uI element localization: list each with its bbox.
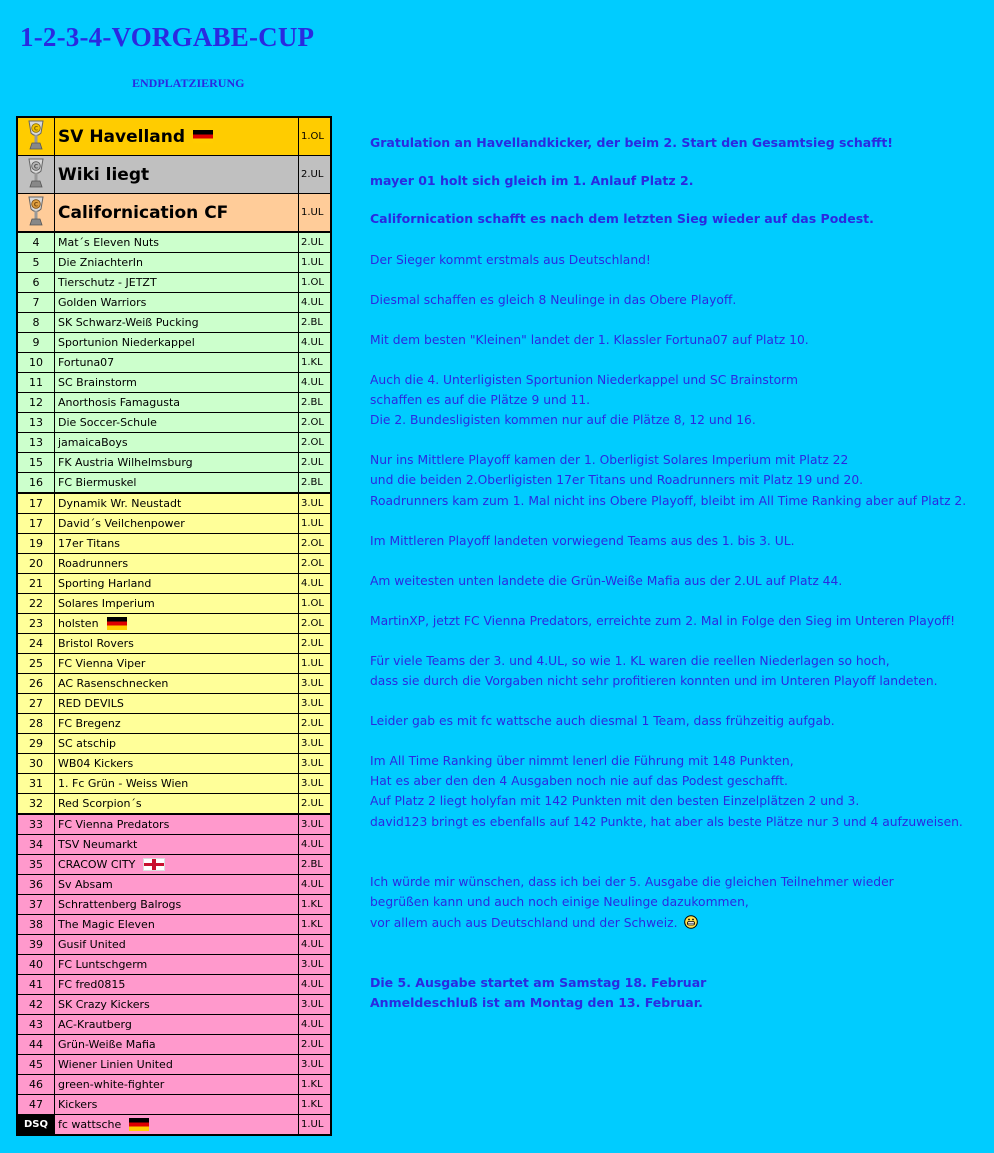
rank-cell: 34: [17, 835, 55, 855]
league-cell: 1.KL: [299, 1075, 332, 1095]
table-row: [17, 232, 331, 253]
table-row: [17, 835, 331, 855]
rank-cell: 47: [17, 1095, 55, 1115]
team-name-text: WB04 Kickers: [58, 757, 134, 770]
standings-table: [16, 116, 332, 1136]
announcement-line: Die 5. Ausgabe startet am Samstag 18. Februar: [370, 975, 707, 990]
team-name: [55, 674, 299, 694]
league-cell: 2.OL: [299, 433, 332, 453]
commentary-line-with-smiley: [370, 915, 698, 932]
league-cell: 3.UL: [299, 694, 332, 714]
team-name-text: Sportunion Niederkappel: [58, 336, 195, 349]
team-name-text: Kickers: [58, 1098, 98, 1111]
team-name: [55, 232, 299, 253]
table-row: [17, 754, 331, 774]
podium-row: [17, 156, 331, 194]
england-flag-icon: [143, 858, 165, 871]
team-name: [55, 1095, 299, 1115]
team-name: [55, 1055, 299, 1075]
team-name-text: FK Austria Wilhelmsburg: [58, 456, 193, 469]
rank-cell: 13: [17, 413, 55, 433]
table-row: [17, 594, 331, 614]
silver-trophy-icon: [26, 157, 46, 192]
table-row: [17, 614, 331, 634]
table-row: [17, 453, 331, 473]
team-name-text: Die Soccer-Schule: [58, 416, 157, 429]
podium-trophy-cell: [17, 117, 55, 156]
league-cell: 1.KL: [299, 895, 332, 915]
table-row: [17, 393, 331, 413]
league-cell: 3.UL: [299, 754, 332, 774]
team-name: [55, 413, 299, 433]
table-row: [17, 814, 331, 835]
table-row: [17, 995, 331, 1015]
team-name-text: holsten: [58, 616, 99, 630]
team-name-text: David´s Veilchenpower: [58, 517, 185, 530]
team-name-text: CRACOW CITY: [58, 857, 136, 871]
rank-cell: 24: [17, 634, 55, 654]
team-name: [55, 935, 299, 955]
rank-cell: 27: [17, 694, 55, 714]
team-name-text: SK Crazy Kickers: [58, 998, 150, 1011]
commentary-line: Mit dem besten "Kleinen" landet der 1. Klassler Fortuna07 auf Platz 10.: [370, 333, 809, 347]
team-name: [55, 333, 299, 353]
table-row: [17, 534, 331, 554]
league-cell: 2.BL: [299, 855, 332, 875]
league-cell: 4.UL: [299, 835, 332, 855]
team-name-text: FC Vienna Viper: [58, 657, 146, 670]
svg-text:C: C: [33, 125, 39, 133]
league-cell: 2.OL: [299, 554, 332, 574]
league-cell: 4.UL: [299, 1015, 332, 1035]
league-cell: 4.UL: [299, 373, 332, 393]
team-name-text: Bristol Rovers: [58, 637, 134, 650]
team-name: [55, 754, 299, 774]
table-row: [17, 734, 331, 754]
league-cell: 1.OL: [299, 117, 332, 156]
table-row: [17, 353, 331, 373]
team-name: [55, 875, 299, 895]
team-name-text: Wiener Linien United: [58, 1058, 173, 1071]
table-row: [17, 1015, 331, 1035]
table-row: [17, 935, 331, 955]
rank-cell: 13: [17, 433, 55, 453]
rank-cell: 9: [17, 333, 55, 353]
table-row: [17, 634, 331, 654]
team-name: [55, 117, 299, 156]
team-name-text: Tierschutz - JETZT: [58, 276, 157, 289]
team-name: [55, 353, 299, 373]
commentary-line: Der Sieger kommt erstmals aus Deutschland!: [370, 253, 651, 267]
team-name: [55, 313, 299, 333]
page-subtitle: ENDPLATZIERUNG: [132, 76, 245, 90]
team-name-text: Wiki liegt: [58, 164, 150, 185]
rank-cell: 25: [17, 654, 55, 674]
team-name: [55, 194, 299, 233]
team-name-text: Red Scorpion´s: [58, 797, 142, 810]
team-name: [55, 794, 299, 815]
team-name-text: green-white-fighter: [58, 1078, 165, 1091]
commentary-line: Roadrunners kam zum 1. Mal nicht ins Obere Playoff, bleibt im All Time Ranking aber auf Platz 2.: [370, 494, 967, 508]
commentary-bold-line: Californication schafft es nach dem letzten Sieg wieder auf das Podest.: [370, 211, 874, 226]
league-cell: 1.OL: [299, 594, 332, 614]
table-row: [17, 774, 331, 794]
gold-trophy-icon: [26, 119, 46, 154]
rank-cell: 28: [17, 714, 55, 734]
commentary-line: Auf Platz 2 liegt holyfan mit 142 Punkten mit den besten Einzelplätzen 2 und 3.: [370, 794, 860, 808]
commentary-line: Hat es aber den den 4 Ausgaben noch nie auf das Podest geschafft.: [370, 774, 788, 788]
team-name: [55, 1115, 299, 1136]
league-cell: 4.UL: [299, 875, 332, 895]
team-name-text: TSV Neumarkt: [58, 838, 138, 851]
commentary-line: begrüßen kann und auch noch einige Neulinge dazukommen,: [370, 895, 749, 909]
rank-cell: 44: [17, 1035, 55, 1055]
team-name: [55, 734, 299, 754]
table-row: [17, 433, 331, 453]
team-name-text: Anorthosis Famagusta: [58, 396, 181, 409]
league-cell: 2.OL: [299, 614, 332, 634]
league-cell: 1.KL: [299, 353, 332, 373]
league-cell: 1.UL: [299, 1115, 332, 1136]
league-cell: 1.UL: [299, 253, 332, 273]
team-name-text: FC Vienna Predators: [58, 818, 170, 831]
team-name: [55, 534, 299, 554]
league-cell: 2.BL: [299, 473, 332, 494]
table-row: [17, 273, 331, 293]
commentary-line: und die beiden 2.Oberligisten 17er Titans und Roadrunners mit Platz 19 und 20.: [370, 473, 864, 487]
team-name: [55, 373, 299, 393]
team-name-text: SK Schwarz-Weiß Pucking: [58, 316, 199, 329]
table-row: [17, 714, 331, 734]
team-name: [55, 473, 299, 494]
rank-cell: 42: [17, 995, 55, 1015]
league-cell: 4.UL: [299, 333, 332, 353]
table-row: [17, 473, 331, 494]
rank-cell: 31: [17, 774, 55, 794]
commentary-line: david123 bringt es ebenfalls auf 142 Punkte, hat aber als beste Plätze nur 3 und 4 aufzuweisen.: [370, 815, 963, 829]
table-row: [17, 975, 331, 995]
team-name: [55, 835, 299, 855]
table-row: [17, 373, 331, 393]
table-row: [17, 253, 331, 273]
team-name-text: SC atschip: [58, 737, 117, 750]
league-cell: 1.KL: [299, 1095, 332, 1115]
team-name-text: Mat´s Eleven Nuts: [58, 236, 160, 249]
table-row: [17, 493, 331, 514]
podium-trophy-cell: [17, 156, 55, 194]
team-name: [55, 1075, 299, 1095]
league-cell: 2.BL: [299, 393, 332, 413]
table-row: [17, 333, 331, 353]
table-row: [17, 514, 331, 534]
league-cell: 2.UL: [299, 232, 332, 253]
commentary-line: Im Mittleren Playoff landeten vorwiegend Teams aus des 1. bis 3. UL.: [370, 534, 795, 548]
team-name: [55, 634, 299, 654]
rank-cell: 10: [17, 353, 55, 373]
table-row: [17, 955, 331, 975]
team-name-text: FC Biermuskel: [58, 476, 137, 489]
rank-cell: 30: [17, 754, 55, 774]
rank-cell: 5: [17, 253, 55, 273]
podium-row: [17, 194, 331, 233]
team-name-text: jamaicaBoys: [58, 436, 128, 449]
table-row: [17, 875, 331, 895]
league-cell: 2.UL: [299, 453, 332, 473]
team-name-text: Gusif United: [58, 938, 126, 951]
commentary-line: Leider gab es mit fc wattsche auch diesmal 1 Team, dass frühzeitig aufgab.: [370, 714, 835, 728]
table-row: [17, 654, 331, 674]
commentary-bold-line: Gratulation an Havellandkicker, der beim 2. Start den Gesamtsieg schafft!: [370, 135, 894, 150]
rank-cell: 12: [17, 393, 55, 413]
rank-cell: 40: [17, 955, 55, 975]
league-cell: 3.UL: [299, 995, 332, 1015]
rank-cell: 6: [17, 273, 55, 293]
team-name: [55, 514, 299, 534]
league-cell: 3.UL: [299, 674, 332, 694]
league-cell: 4.UL: [299, 935, 332, 955]
league-cell: 2.UL: [299, 156, 332, 194]
team-name: [55, 393, 299, 413]
league-cell: 2.UL: [299, 1035, 332, 1055]
bronze-trophy-icon: [26, 195, 46, 230]
team-name: [55, 955, 299, 975]
league-cell: 1.OL: [299, 273, 332, 293]
team-name: [55, 1035, 299, 1055]
rank-cell: 26: [17, 674, 55, 694]
rank-cell: 4: [17, 232, 55, 253]
league-cell: 3.UL: [299, 774, 332, 794]
league-cell: 2.OL: [299, 413, 332, 433]
commentary-line: Auch die 4. Unterligisten Sportunion Niederkappel und SC Brainstorm: [370, 373, 798, 387]
team-name-text: SV Havelland: [58, 126, 186, 147]
team-name: [55, 694, 299, 714]
team-name-text: Californication CF: [58, 202, 229, 223]
rank-cell: 37: [17, 895, 55, 915]
league-cell: 4.UL: [299, 574, 332, 594]
table-row: [17, 1055, 331, 1075]
table-row: [17, 413, 331, 433]
team-name-text: Sv Absam: [58, 878, 113, 891]
rank-cell: 32: [17, 794, 55, 815]
table-row: [17, 915, 331, 935]
team-name: [55, 554, 299, 574]
commentary-line: dass sie durch die Vorgaben nicht sehr profitieren konnten und im Unteren Playoff landeten.: [370, 674, 938, 688]
table-row: [17, 313, 331, 333]
team-name: [55, 654, 299, 674]
team-name-text: Sporting Harland: [58, 577, 152, 590]
rank-cell: 16: [17, 473, 55, 494]
team-name: [55, 995, 299, 1015]
rank-cell: 23: [17, 614, 55, 634]
commentary-line: Am weitesten unten landete die Grün-Weiße Mafia aus der 2.UL auf Platz 44.: [370, 574, 843, 588]
rank-cell: 33: [17, 814, 55, 835]
podium-trophy-cell: [17, 194, 55, 233]
team-name: [55, 915, 299, 935]
rank-cell: 39: [17, 935, 55, 955]
rank-cell: 11: [17, 373, 55, 393]
league-cell: 2.BL: [299, 313, 332, 333]
rank-cell: 22: [17, 594, 55, 614]
team-name-text: Schrattenberg Balrogs: [58, 898, 182, 911]
germany-flag-icon: [129, 1118, 149, 1131]
svg-text:C: C: [33, 163, 39, 171]
rank-cell: 17: [17, 493, 55, 514]
announcement-line: Anmeldeschluß ist am Montag den 13. Februar.: [370, 995, 703, 1010]
table-row: [17, 694, 331, 714]
team-name: [55, 574, 299, 594]
league-cell: 3.UL: [299, 734, 332, 754]
commentary-line: Diesmal schaffen es gleich 8 Neulinge in das Obere Playoff.: [370, 293, 737, 307]
league-cell: 4.UL: [299, 975, 332, 995]
rank-cell: 17: [17, 514, 55, 534]
table-row: [17, 574, 331, 594]
league-cell: 2.UL: [299, 794, 332, 815]
team-name: [55, 253, 299, 273]
team-name: [55, 433, 299, 453]
league-cell: 1.UL: [299, 514, 332, 534]
team-name-text: Dynamik Wr. Neustadt: [58, 497, 182, 510]
commentary-line: Für viele Teams der 3. und 4.UL, so wie 1. KL waren die reellen Niederlagen so hoch,: [370, 654, 890, 668]
commentary-line: Ich würde mir wünschen, dass ich bei der 5. Ausgabe die gleichen Teilnehmer wieder: [370, 875, 894, 889]
rank-cell: DSQ: [17, 1115, 55, 1136]
team-name-text: Fortuna07: [58, 356, 115, 369]
team-name: [55, 453, 299, 473]
team-name-text: SC Brainstorm: [58, 376, 137, 389]
team-name-text: 17er Titans: [58, 537, 120, 550]
rank-cell: 21: [17, 574, 55, 594]
commentary-line: Nur ins Mittlere Playoff kamen der 1. Oberligist Solares Imperium mit Platz 22: [370, 453, 849, 467]
team-name: [55, 493, 299, 514]
team-name: [55, 714, 299, 734]
team-name: [55, 814, 299, 835]
commentary-line: Die 2. Bundesligisten kommen nur auf die Plätze 8, 12 und 16.: [370, 413, 756, 427]
rank-cell: 35: [17, 855, 55, 875]
team-name-text: Grün-Weiße Mafia: [58, 1038, 156, 1051]
league-cell: 3.UL: [299, 493, 332, 514]
table-row: [17, 1095, 331, 1115]
team-name: [55, 273, 299, 293]
smiley-icon: [684, 915, 698, 932]
team-name-text: FC fred0815: [58, 978, 126, 991]
germany-flag-icon: [107, 617, 127, 630]
rank-cell: 38: [17, 915, 55, 935]
league-cell: 1.UL: [299, 194, 332, 233]
podium-row: [17, 117, 331, 156]
team-name-text: The Magic Eleven: [58, 918, 155, 931]
commentary-line: Im All Time Ranking über nimmt lenerl die Führung mit 148 Punkten,: [370, 754, 794, 768]
rank-cell: 46: [17, 1075, 55, 1095]
rank-cell: 43: [17, 1015, 55, 1035]
team-name-text: FC Luntschgerm: [58, 958, 148, 971]
rank-cell: 29: [17, 734, 55, 754]
rank-cell: 8: [17, 313, 55, 333]
team-name: [55, 614, 299, 634]
rank-cell: 19: [17, 534, 55, 554]
team-name: [55, 895, 299, 915]
germany-flag-icon: [193, 130, 213, 143]
rank-cell: 45: [17, 1055, 55, 1075]
table-row: [17, 1035, 331, 1055]
team-name-text: AC Rasenschnecken: [58, 677, 169, 690]
table-row: [17, 895, 331, 915]
league-cell: 2.OL: [299, 534, 332, 554]
rank-cell: 36: [17, 875, 55, 895]
team-name-text: Golden Warriors: [58, 296, 147, 309]
team-name-text: AC-Krautberg: [58, 1018, 132, 1031]
league-cell: 1.KL: [299, 915, 332, 935]
table-row: [17, 293, 331, 313]
league-cell: 2.UL: [299, 714, 332, 734]
league-cell: 2.UL: [299, 634, 332, 654]
league-cell: 1.UL: [299, 654, 332, 674]
commentary-line: vor allem auch aus Deutschland und der Schweiz.: [370, 916, 678, 930]
league-cell: 4.UL: [299, 293, 332, 313]
table-row: [17, 554, 331, 574]
table-row: [17, 1075, 331, 1095]
team-name: [55, 156, 299, 194]
table-row: [17, 674, 331, 694]
team-name: [55, 594, 299, 614]
team-name: [55, 975, 299, 995]
commentary-line: MartinXP, jetzt FC Vienna Predators, erreichte zum 2. Mal in Folge den Sieg im Unteren Playoff!: [370, 614, 956, 628]
page-title: 1-2-3-4-VORGABE-CUP: [20, 22, 315, 52]
commentary-line: schaffen es auf die Plätze 9 und 11.: [370, 393, 591, 407]
rank-cell: 41: [17, 975, 55, 995]
team-name: [55, 293, 299, 313]
table-row: [17, 855, 331, 875]
league-cell: 3.UL: [299, 814, 332, 835]
team-name-text: 1. Fc Grün - Weiss Wien: [58, 777, 189, 790]
rank-cell: 20: [17, 554, 55, 574]
rank-cell: 15: [17, 453, 55, 473]
league-cell: 3.UL: [299, 1055, 332, 1075]
team-name: [55, 774, 299, 794]
team-name-text: Roadrunners: [58, 557, 129, 570]
svg-text:C: C: [33, 201, 39, 209]
rank-cell: 7: [17, 293, 55, 313]
table-row: [17, 1115, 331, 1136]
league-cell: 3.UL: [299, 955, 332, 975]
commentary-bold-line: mayer 01 holt sich gleich im 1. Anlauf Platz 2.: [370, 173, 694, 188]
team-name-text: RED DEVILS: [58, 697, 124, 710]
team-name-text: FC Bregenz: [58, 717, 121, 730]
team-name-text: Solares Imperium: [58, 597, 155, 610]
team-name-text: Die ZniachterIn: [58, 256, 143, 269]
table-row: [17, 794, 331, 815]
team-name: [55, 855, 299, 875]
team-name: [55, 1015, 299, 1035]
team-name-text: fc wattsche: [58, 1117, 122, 1131]
